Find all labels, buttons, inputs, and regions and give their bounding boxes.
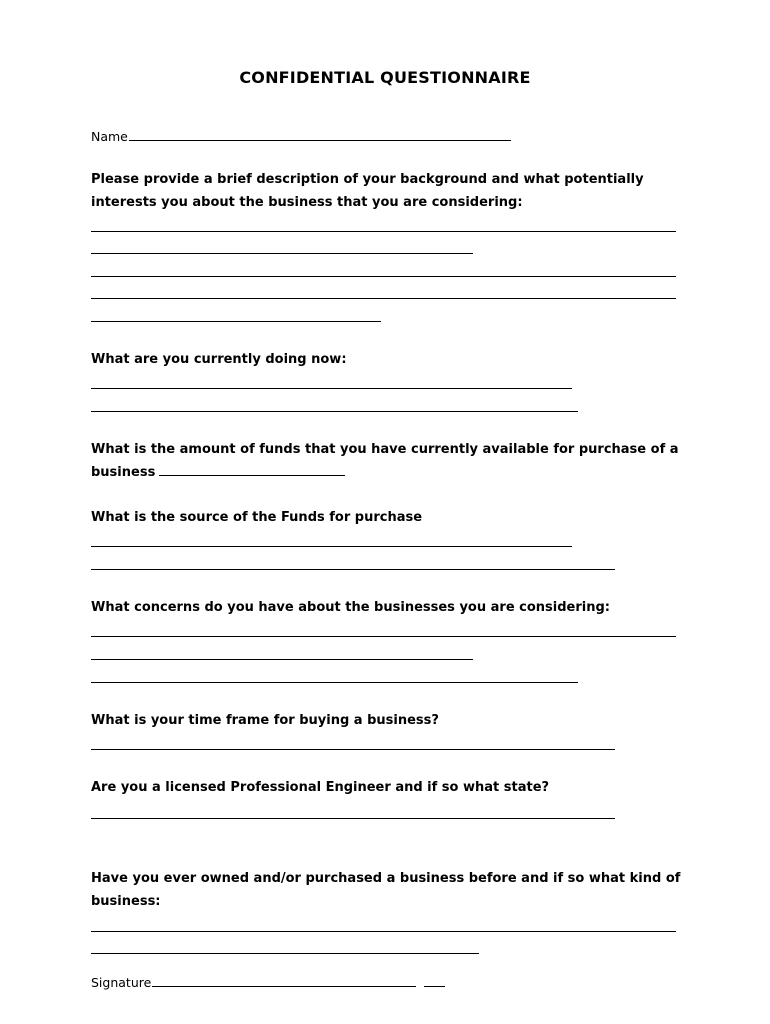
- answer-line[interactable]: [91, 682, 578, 683]
- question-background-line2: interests you about the business that you are considering:: [91, 195, 523, 210]
- answer-line[interactable]: [91, 276, 676, 277]
- question-funds-line2: [91, 461, 691, 484]
- question-funds: [91, 438, 691, 484]
- question-concerns: What concerns do you have about the businesses you are considering:: [91, 600, 610, 615]
- question-background-line1: Please provide a brief description of your background and what potentially: [91, 172, 644, 187]
- answer-line[interactable]: [91, 388, 572, 389]
- question-owned: [91, 867, 691, 913]
- funds-input-line[interactable]: [159, 461, 345, 476]
- answer-line[interactable]: [91, 546, 572, 547]
- answer-line[interactable]: [91, 931, 676, 932]
- signature-input-line[interactable]: [152, 974, 416, 987]
- question-background: [91, 168, 691, 214]
- answer-line[interactable]: [91, 253, 473, 254]
- page-title: CONFIDENTIAL QUESTIONNAIRE: [239, 68, 531, 87]
- question-funds-line1: What is the amount of funds that you have currently available for purchase of a: [91, 442, 679, 457]
- question-owned-line1: Have you ever owned and/or purchased a business before and if so what kind of: [91, 871, 681, 886]
- signature-label: Signature: [91, 975, 152, 990]
- answer-line[interactable]: [91, 659, 473, 660]
- name-field: [91, 128, 511, 144]
- name-input-line[interactable]: [129, 128, 511, 141]
- answer-line[interactable]: [91, 298, 676, 299]
- name-label: Name: [91, 129, 128, 144]
- question-source: What is the source of the Funds for purchase: [91, 510, 423, 525]
- question-funds-line2-text: business: [91, 465, 156, 480]
- question-licensed: Are you a licensed Professional Engineer and if so what state?: [91, 780, 550, 795]
- answer-line[interactable]: [91, 749, 615, 750]
- answer-line[interactable]: [91, 411, 578, 412]
- answer-line[interactable]: [91, 818, 615, 819]
- answer-line[interactable]: [91, 636, 676, 637]
- question-time-frame: What is your time frame for buying a business?: [91, 713, 439, 728]
- answer-line[interactable]: [91, 569, 615, 570]
- answer-line[interactable]: [91, 953, 479, 954]
- question-currently-doing: What are you currently doing now:: [91, 352, 347, 367]
- signature-field: [91, 974, 445, 990]
- answer-line[interactable]: [91, 231, 676, 232]
- signature-date-line[interactable]: [424, 974, 445, 987]
- answer-line[interactable]: [91, 321, 381, 322]
- question-owned-line2: business:: [91, 894, 161, 909]
